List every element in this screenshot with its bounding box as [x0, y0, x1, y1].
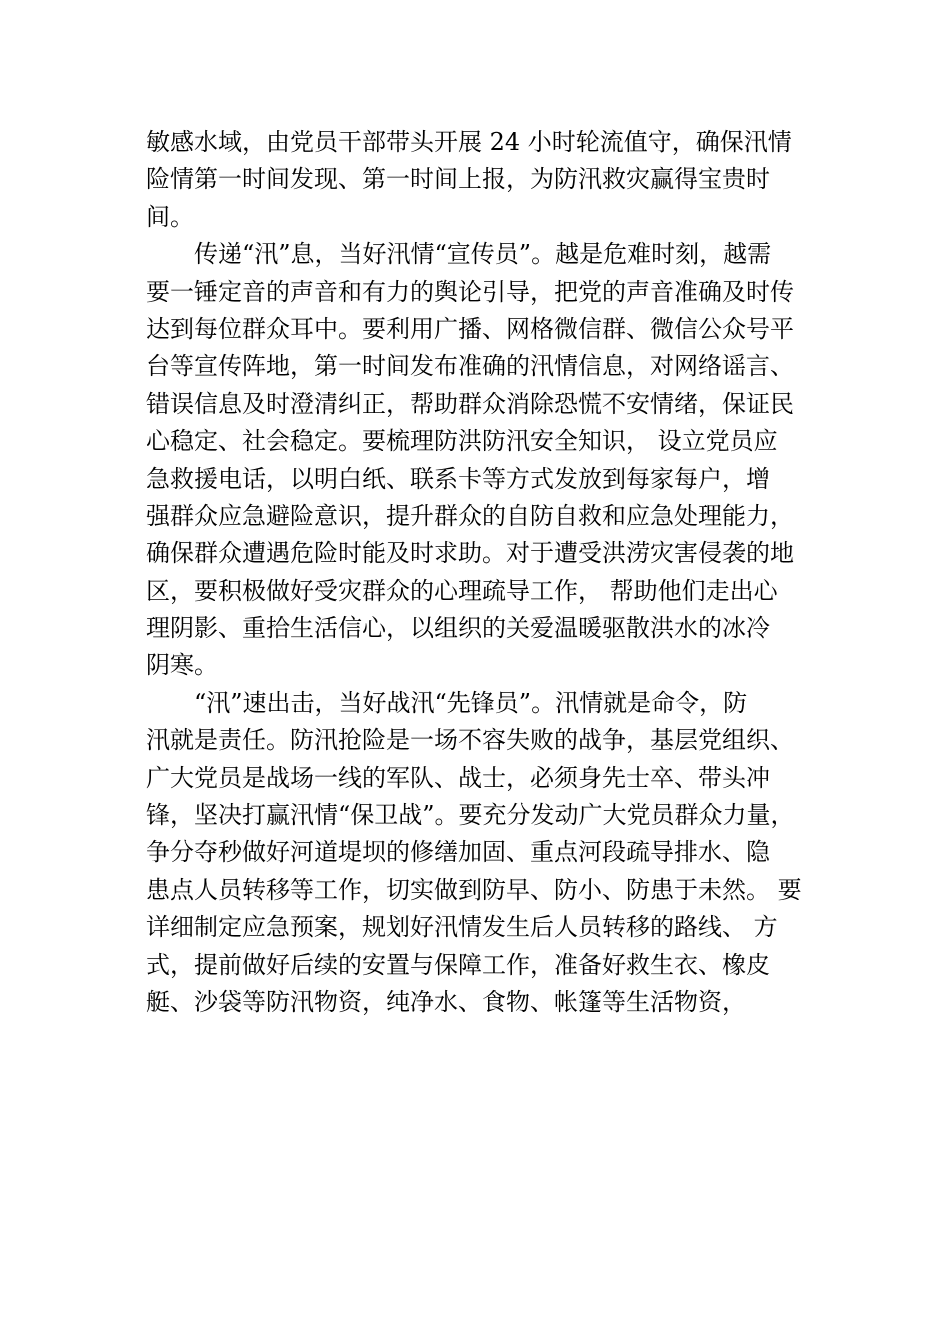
text-line: 确保群众遭遇危险时能及时求助。对于遭受洪涝灾害侵袭的地 — [146, 539, 794, 568]
text-line: 心稳定、社会稳定。要梳理防洪防汛安全知识， 设立党员应 — [146, 427, 778, 456]
text-line: 达到每位群众耳中。要利用广播、网格微信群、微信公众号平 — [146, 314, 794, 343]
text-line: 间。 — [146, 202, 194, 231]
text-line: 错误信息及时澄清纠正，帮助群众消除恐慌不安情绪，保证民 — [146, 389, 794, 418]
text-line: “汛”速出击，当好战汛“先锋员”。汛情就是命令，防 — [194, 688, 748, 717]
text-line: 要一锤定音的声音和有力的舆论引导，把党的声音准确及时传 — [146, 277, 794, 306]
text-line: 理阴影、重拾生活信心，以组织的关爱温暖驱散洪水的冰冷 — [146, 614, 770, 643]
text-line: 台等宣传阵地，第一时间发布准确的汛情信息，对网络谣言、 — [146, 352, 794, 381]
text-line: 详细制定应急预案，规划好汛情发生后人员转移的路线、 方 — [146, 913, 778, 942]
text-line: 传递“汛”息，当好汛情“宣传员”。越是危难时刻，越需 — [194, 240, 772, 269]
text-line: 广大党员是战场一线的军队、战士，必须身先士卒、带头冲 — [146, 763, 770, 792]
text-line: 阴寒。 — [146, 651, 218, 680]
text-line: 式，提前做好后续的安置与保障工作，准备好救生衣、橡皮 — [146, 950, 770, 979]
paragraph-2 — [146, 236, 846, 685]
text-line: 锋，坚决打赢汛情“保卫战”。要充分发动广大党员群众力量， — [146, 801, 795, 830]
text-line: 区，要积极做好受灾群众的心理疏导工作， 帮助他们走出心 — [146, 576, 778, 605]
text-line: 急救援电话，以明白纸、联系卡等方式发放到每家每户，增 — [146, 464, 770, 493]
paragraph-1 — [146, 124, 846, 236]
text-line: 汛就是责任。防汛抢险是一场不容失败的战争，基层党组织、 — [146, 726, 794, 755]
text-line: 强群众应急避险意识，提升群众的自防自救和应急处理能力， — [146, 501, 794, 530]
text-line: 艇、沙袋等防汛物资，纯净水、食物、帐篷等生活物资， — [146, 987, 746, 1016]
document-body — [146, 124, 846, 1021]
text-line: 敏感水域，由党员干部带头开展 24 小时轮流值守，确保汛情 — [146, 128, 792, 156]
text-line: 患点人员转移等工作，切实做到防早、防小、防患于未然。 要 — [146, 875, 802, 904]
paragraph-3 — [146, 685, 846, 1022]
text-line: 争分夺秒做好河道堤坝的修缮加固、重点河段疏导排水、隐 — [146, 838, 770, 867]
text-line: 险情第一时间发现、第一时间上报，为防汛救灾赢得宝贵时 — [146, 165, 770, 194]
